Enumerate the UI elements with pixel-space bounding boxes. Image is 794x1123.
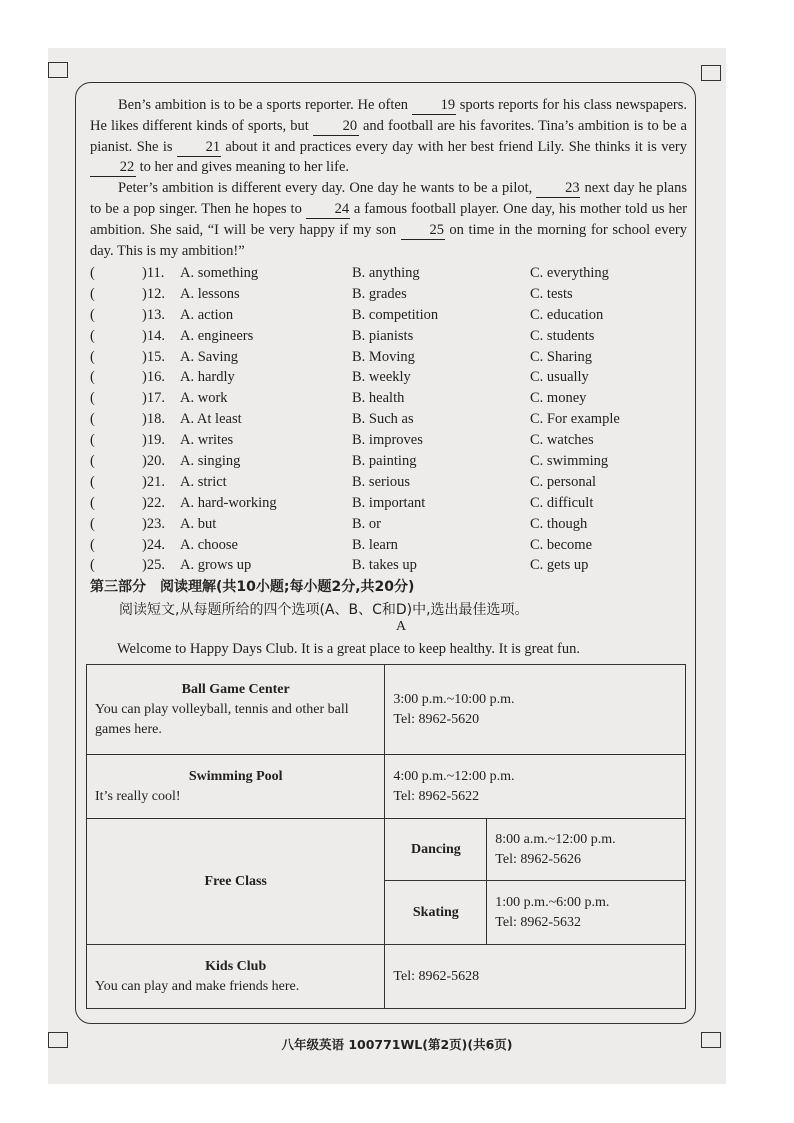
option-c: C. usually: [530, 369, 589, 386]
question-row: [90, 409, 690, 430]
pool-title: Swimming Pool: [188, 768, 283, 784]
pool-time: 4:00 p.m.~12:00 p.m.: [393, 768, 515, 784]
question-number: )14.: [142, 327, 165, 344]
question-row: [90, 326, 690, 347]
answer-blank-21[interactable]: 21: [177, 139, 221, 157]
answer-paren: (: [90, 453, 95, 470]
passage-paragraph-2: Peter’s ambition is different every day. One day he wants to be a pilot, 23 next day he plans to be a pop singer. Then he hopes to 24 a famous football player. One day, his mother told us her ambition. She said, “I will be very happy if my son 25 on time in the morning for school every day. This is my ambition!”: [90, 180, 687, 259]
kids-club-desc: You can play and make friends here.: [95, 978, 300, 994]
answer-paren: (: [90, 327, 95, 344]
ball-game-title: Ball Game Center: [181, 681, 290, 697]
table-row: [87, 819, 686, 881]
question-row: [90, 430, 690, 451]
question-number: )11.: [142, 265, 165, 281]
table-row: [87, 755, 686, 819]
option-a: A. strict: [180, 473, 227, 490]
question-number: )24.: [142, 536, 165, 553]
dancing-time: 8:00 a.m.~12:00 p.m.: [495, 831, 616, 847]
question-number: )22.: [142, 494, 165, 511]
answer-blank-19[interactable]: 19: [412, 97, 456, 115]
question-number: )16.: [142, 369, 165, 386]
answer-paren: (: [90, 285, 95, 302]
option-b: B. takes up: [352, 557, 417, 574]
kids-club-tel: Tel: 8962-5628: [385, 945, 686, 1009]
passage-paragraph-1: Ben’s ambition is to be a sports reporter. He often 19 sports reports for his class newspapers. He likes different kinds of sports, but 20 and football are his favorites. Tina’s ambition is to be a pianist. She is 21 about it and practices every day with her best friend Lily. She thinks it is very 22 to her and gives meaning to her life.: [90, 97, 687, 176]
ball-game-desc: You can play volleyball, tennis and other ball games here.: [95, 701, 349, 737]
option-c: C. gets up: [530, 557, 589, 574]
corner-mark-top-right: [701, 65, 721, 81]
option-b: B. competition: [352, 306, 439, 323]
answer-paren: (: [90, 432, 95, 449]
option-b: B. or: [352, 515, 381, 532]
option-a: A. action: [180, 306, 234, 323]
skating-tel: Tel: 8962-5632: [495, 914, 582, 930]
pool-tel: Tel: 8962-5622: [393, 788, 480, 804]
answer-blank-24[interactable]: 24: [306, 201, 350, 219]
option-c: C. difficult: [530, 494, 594, 511]
ball-game-cell: [87, 665, 385, 755]
question-row: [90, 514, 690, 535]
option-a: A. At least: [180, 411, 242, 428]
dancing-info: [487, 819, 686, 881]
option-c: C. watches: [530, 432, 594, 449]
option-b: B. Such as: [352, 411, 414, 428]
option-b: B. serious: [352, 473, 410, 490]
question-row: [90, 388, 690, 409]
option-b: B. improves: [352, 432, 423, 449]
option-a: A. something: [180, 265, 259, 281]
question-row: [90, 305, 690, 326]
question-number: )23.: [142, 515, 165, 532]
option-c: C. For example: [530, 411, 620, 428]
option-c: C. tests: [530, 285, 573, 302]
question-options-list: [90, 263, 690, 576]
question-number: )12.: [142, 285, 165, 302]
question-number: )13.: [142, 306, 165, 323]
option-c: C. everything: [530, 265, 609, 281]
option-a: A. choose: [180, 536, 238, 553]
option-c: C. students: [530, 327, 595, 344]
kids-club-title: Kids Club: [205, 958, 267, 974]
skating-info: [487, 881, 686, 945]
pool-info: [385, 755, 686, 819]
option-a: A. hardly: [180, 369, 235, 386]
answer-paren: (: [90, 557, 95, 574]
option-c: C. Sharing: [530, 348, 593, 365]
club-intro: Welcome to Happy Days Club. It is a great place to keep healthy. It is great fun.: [117, 641, 580, 657]
answer-paren: (: [90, 306, 95, 323]
option-b: B. Moving: [352, 348, 415, 365]
option-b: B. health: [352, 390, 405, 407]
passage-letter: A: [396, 619, 407, 634]
option-a: A. engineers: [180, 327, 254, 344]
option-a: A. writes: [180, 432, 234, 449]
question-row: [90, 535, 690, 556]
table-row: [87, 945, 686, 1009]
answer-blank-22[interactable]: 22: [90, 159, 136, 177]
answer-paren: (: [90, 494, 95, 511]
answer-paren: (: [90, 369, 95, 386]
option-c: C. money: [530, 390, 587, 407]
dancing-title: Dancing: [385, 819, 487, 881]
pool-desc: It’s really cool!: [95, 788, 181, 804]
option-c: C. personal: [530, 473, 597, 490]
option-a: A. Saving: [180, 348, 238, 365]
question-number: )21.: [142, 473, 165, 490]
skating-time: 1:00 p.m.~6:00 p.m.: [495, 894, 610, 910]
question-row: [90, 367, 690, 388]
option-b: B. grades: [352, 285, 407, 302]
question-row: [90, 263, 690, 284]
cloze-passage: [90, 95, 687, 261]
option-b: B. anything: [352, 265, 420, 281]
answer-paren: (: [90, 515, 95, 532]
question-row: [90, 347, 690, 368]
option-a: A. lessons: [180, 285, 240, 302]
pool-cell: [87, 755, 385, 819]
ball-game-tel: Tel: 8962-5620: [393, 711, 480, 727]
question-number: )18.: [142, 411, 165, 428]
question-row: [90, 472, 690, 493]
answer-paren: (: [90, 411, 95, 428]
answer-paren: (: [90, 390, 95, 407]
option-b: B. learn: [352, 536, 398, 553]
ball-game-time: 3:00 p.m.~10:00 p.m.: [393, 691, 515, 707]
section-heading: 第三部分 阅读理解(共10小题;每小题2分,共20分): [90, 579, 415, 595]
option-a: A. but: [180, 515, 217, 532]
table-row: [87, 665, 686, 755]
question-row: [90, 555, 690, 576]
corner-mark-top-left: [48, 62, 68, 78]
option-b: B. pianists: [352, 327, 414, 344]
option-c: C. become: [530, 536, 593, 553]
dancing-tel: Tel: 8962-5626: [495, 851, 582, 867]
section-instruction: 阅读短文,从每题所给的四个选项(A、B、C和D)中,选出最佳选项。: [119, 602, 529, 618]
option-a: A. grows up: [180, 557, 252, 574]
ball-game-info: [385, 665, 686, 755]
answer-blank-20[interactable]: 20: [313, 118, 359, 136]
option-b: B. important: [352, 494, 426, 511]
option-c: C. swimming: [530, 453, 609, 470]
question-number: )20.: [142, 453, 165, 470]
answer-blank-25[interactable]: 25: [401, 222, 445, 240]
skating-title: Skating: [385, 881, 487, 945]
answer-paren: (: [90, 265, 95, 281]
option-a: A. singing: [180, 453, 241, 470]
question-row: [90, 493, 690, 514]
question-number: )25.: [142, 557, 165, 574]
question-number: )19.: [142, 432, 165, 449]
kids-club-cell: [87, 945, 385, 1009]
question-number: )17.: [142, 390, 165, 407]
option-c: C. though: [530, 515, 588, 532]
option-a: A. work: [180, 390, 228, 407]
question-number: )15.: [142, 348, 165, 365]
answer-paren: (: [90, 473, 95, 490]
free-class-title: Free Class: [87, 819, 385, 945]
option-a: A. hard-working: [180, 494, 277, 511]
option-b: B. weekly: [352, 369, 411, 386]
option-c: C. education: [530, 306, 604, 323]
club-schedule-table: [86, 664, 686, 1009]
answer-paren: (: [90, 536, 95, 553]
question-row: [90, 451, 690, 472]
answer-paren: (: [90, 348, 95, 365]
page-footer: 八年级英语 100771WL(第2页)(共6页): [281, 1037, 513, 1052]
question-row: [90, 284, 690, 305]
option-b: B. painting: [352, 453, 417, 470]
answer-blank-23[interactable]: 23: [536, 180, 580, 198]
